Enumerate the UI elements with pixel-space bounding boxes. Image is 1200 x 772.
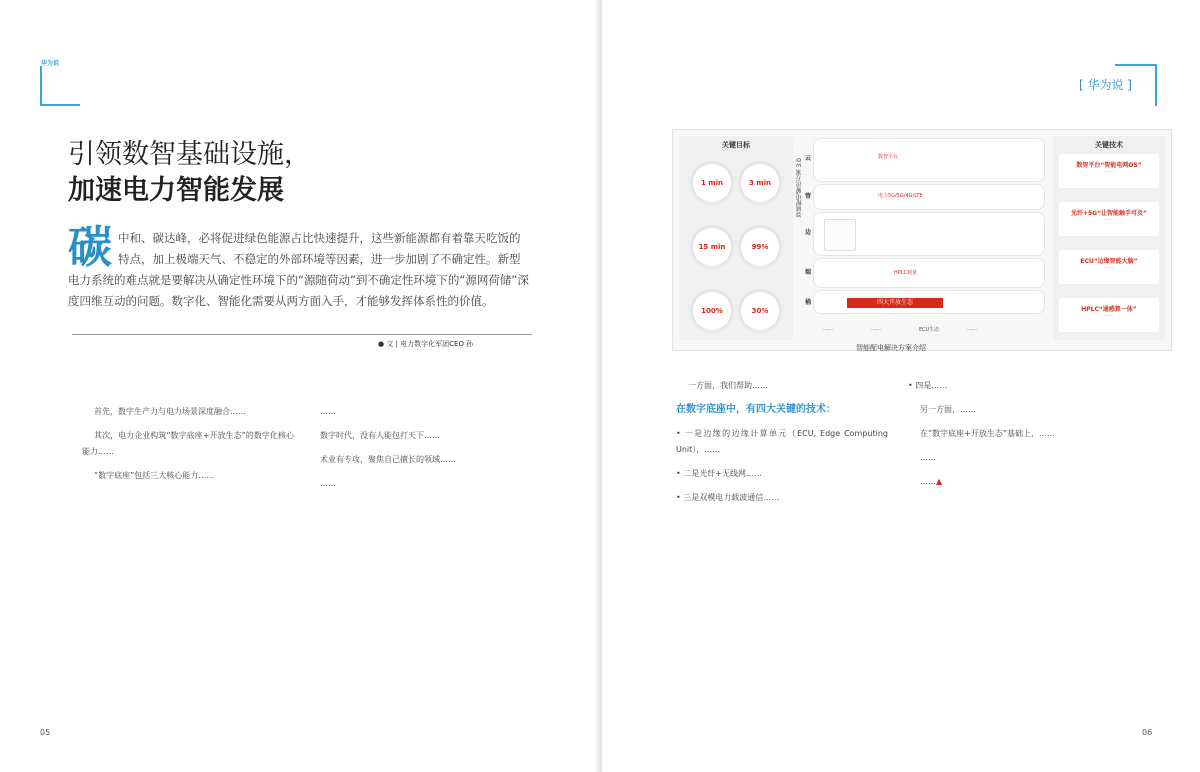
key-goals-title: 关键目标 <box>722 141 750 149</box>
bullet-item: • 三是双模电力载波通信…… <box>676 493 780 502</box>
paragraph: 首先，数字生产力与电力场景深度融合…… <box>94 407 246 416</box>
tech-card <box>1059 202 1159 236</box>
end-mark-icon: ▲ <box>936 477 943 486</box>
hplc-label: HPLC载量 <box>894 270 918 276</box>
paragraph: …… <box>320 479 336 488</box>
ecosystem-item: …… <box>871 326 881 332</box>
metric-circle: 30% <box>741 292 779 330</box>
tech-card <box>1059 250 1159 284</box>
paragraph: …… <box>320 407 336 416</box>
key-goals-panel <box>679 136 793 340</box>
layer-label: 管 <box>804 193 811 200</box>
bullet-item: • 二是光纤+无线网…… <box>676 469 762 478</box>
tech-card <box>1059 154 1159 188</box>
section-heading: 在数字底座中，有四大关键的技术： <box>676 404 836 415</box>
tech-title: 光纤+5G“让智能触手可及” <box>1070 210 1147 217</box>
tech-desc: …… <box>1104 265 1114 270</box>
solution-side-title: 智能配电解决方案 3.0 <box>796 158 803 218</box>
ecosystem-item: …… <box>823 326 833 332</box>
diagram-caption: 智能配电解决方案介绍 <box>856 344 926 352</box>
tech-card <box>1059 298 1159 332</box>
right-page <box>602 0 1200 772</box>
paragraph: 一方面，我们帮助…… <box>688 381 768 390</box>
ecosystem-item: …… <box>967 326 977 332</box>
paragraph: 其次，电力企业构筑“数字底座+开放生态”的数字化核心能力…… <box>82 431 294 456</box>
solution-diagram <box>672 129 1172 351</box>
page-number-left: 05 <box>40 728 51 737</box>
metric-circle: 3 min <box>741 164 779 202</box>
paragraph: 另一方面，…… <box>920 405 976 414</box>
paragraph: 在“数字底座+开放生态”基础上，…… <box>920 429 1055 438</box>
metric-circle: 100% <box>693 292 731 330</box>
key-tech-title: 关键技术 <box>1095 141 1123 149</box>
layer-label: 云 <box>804 155 811 162</box>
tech-desc: …… <box>1104 313 1114 318</box>
lede-text: 中和、碳达峰，必将促进绿色能源占比快速提升，这些新能源都有着靠天吃饭的特点，加上极端天气、不稳定的外部环境等因素，进一步加剧了不确定性。新型电力系统的难点就是要解决从确定性环境下的“源随荷动”到不确定性环境下的“源网荷储”深度四维互动的问题。数字化、智能化需要从两方面入手，才能够发挥体系性的价值。 <box>68 231 529 308</box>
tech-title: ECU“边缘智能大脑” <box>1080 258 1138 265</box>
edge-device-icon <box>824 219 856 251</box>
tech-desc: …… <box>1104 217 1114 222</box>
article-title <box>68 136 528 208</box>
open-ecosystem-bar: 四大开放生态 <box>847 298 943 308</box>
byline-divider <box>72 334 532 335</box>
lede <box>68 222 530 312</box>
brand-frame <box>40 66 80 106</box>
network-label: 电力5G/5G/4G/LTE <box>878 193 923 199</box>
ecosystem-item: ECU生态 <box>919 327 940 333</box>
byline: ● 文 | 电力数字化军团CEO 孙 <box>378 340 474 348</box>
dropcap: 碳 <box>68 222 112 273</box>
end-layer <box>804 258 1045 288</box>
section-tag: [ 华为说 ] <box>1079 78 1132 92</box>
architecture-stack <box>804 138 1043 324</box>
right-column-2 <box>908 378 1126 498</box>
left-page <box>0 0 598 772</box>
tech-title: HPLC“通感算一体” <box>1081 306 1137 313</box>
tag-frame <box>1115 64 1157 106</box>
cloud-layer <box>804 138 1045 182</box>
metric-circle: 1 min <box>693 164 731 202</box>
paragraph: 数字时代，没有人能包打天下…… <box>320 431 440 440</box>
bullet-item: • 四是…… <box>908 381 948 390</box>
paragraph <box>908 474 1126 490</box>
paragraph: “数字底座”包括三大核心能力…… <box>94 471 215 480</box>
layer-label: 端 <box>804 269 811 276</box>
key-tech-panel <box>1053 136 1165 340</box>
platform-label: 数智平台 <box>878 154 899 160</box>
left-column-1 <box>82 404 294 492</box>
brand-logo: 华为说 <box>41 60 60 67</box>
layer-label: 桶 <box>804 299 811 306</box>
paragraph: …… <box>920 453 936 462</box>
paragraph: 术业有专攻，聚焦自己擅长的领域…… <box>320 455 456 464</box>
tech-title: 数智平台“智能电网OS” <box>1076 162 1142 169</box>
layer-label: 边 <box>804 229 811 236</box>
metric-circle: 15 min <box>693 228 731 266</box>
pipe-layer <box>804 184 1045 210</box>
paragraph-text: …… <box>920 477 936 486</box>
title-line-1: 引领数智基础设施， <box>68 139 311 169</box>
edge-layer <box>804 212 1045 256</box>
left-column-2 <box>308 404 520 500</box>
title-line-2: 加速电力智能发展 <box>68 175 284 205</box>
tech-desc: …… <box>1104 169 1114 174</box>
page-number-right: 06 <box>1142 728 1153 737</box>
right-column-1 <box>676 378 888 514</box>
metric-circle: 99% <box>741 228 779 266</box>
bullet-item: • 一是边缘的边缘计算单元（ECU, Edge Computing Unit），…… <box>676 429 888 454</box>
